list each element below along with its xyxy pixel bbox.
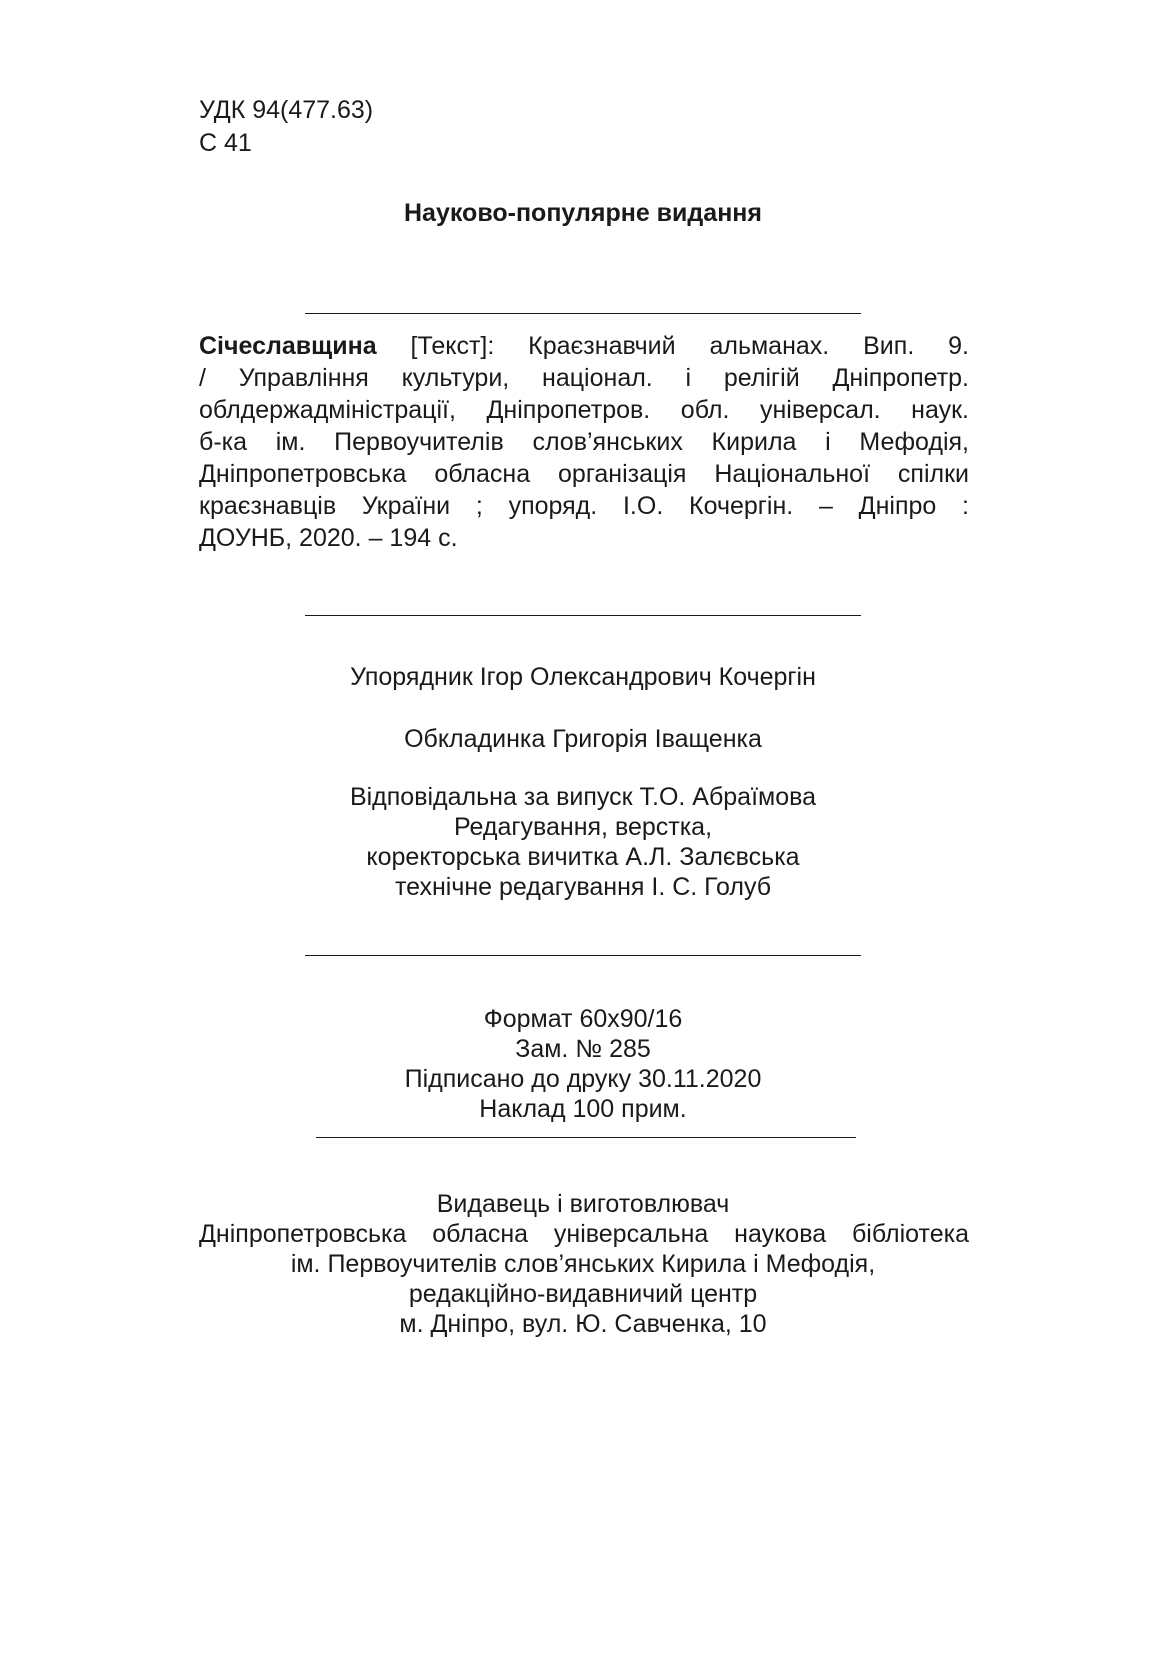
divider-line (316, 1137, 856, 1138)
divider-line (305, 313, 861, 314)
publisher-name: Дніпропетровська обласна універсальна наукова бібліотека (199, 1220, 969, 1248)
publisher-block (0, 1189, 1166, 1339)
print-run: Наклад 100 прим. (479, 1095, 687, 1123)
compiler-credit (0, 662, 1166, 692)
biblio-line: Дніпропетровська обласна організація Національної спілки (199, 460, 969, 488)
compiler-text: Упорядник Ігор Олександрович Кочергін (350, 663, 816, 691)
divider-line (305, 955, 861, 956)
udk-index: С 41 (199, 129, 252, 157)
publisher-name-cont: ім. Первоучителів слов’янських Кирила і Мефодія, (290, 1250, 876, 1278)
print-info (0, 1004, 1166, 1124)
biblio-line (199, 330, 969, 362)
biblio-line: / Управління культури, націонал. і релігій Дніпропетр. (199, 364, 969, 392)
staff-line: коректорська вичитка А.Л. Залєвська (366, 843, 800, 871)
udk-block (199, 94, 373, 160)
biblio-line-text: [Текст]: Краєзнавчий альманах. Вип. 9. (376, 332, 969, 360)
cover-credit (0, 724, 1166, 754)
edition-type-heading: Науково-популярне видання (404, 199, 762, 227)
staff-line: технічне редагування І. С. Голуб (394, 873, 772, 901)
publisher-address: м. Дніпро, вул. Ю. Савченка, 10 (399, 1310, 767, 1338)
print-order: Зам. № 285 (515, 1035, 651, 1063)
publisher-heading: Видавець і виготовлювач (436, 1190, 730, 1218)
cover-text: Обкладинка Григорія Іващенка (404, 725, 762, 753)
publisher-unit: редакційно-видавничий центр (408, 1280, 758, 1308)
book-title: Січеславщина (199, 332, 377, 360)
divider-line (305, 615, 861, 616)
staff-credits (0, 782, 1166, 902)
print-format: Формат 60х90/16 (483, 1005, 683, 1033)
udk-code: УДК 94(477.63) (199, 96, 374, 124)
staff-line: Редагування, верстка, (453, 813, 713, 841)
staff-line: Відповідальна за випуск Т.О. Абраїмова (349, 783, 817, 811)
biblio-line: б-ка ім. Первоучителів слов’янських Кирила і Мефодія, (199, 428, 969, 456)
bibliographic-record (199, 330, 969, 554)
print-signed-date: Підписано до друку 30.11.2020 (404, 1065, 762, 1093)
biblio-line: ДОУНБ, 2020. – 194 с. (199, 524, 458, 552)
biblio-line: краєзнавців України ; упоряд. І.О. Кочергін. – Дніпро : (199, 492, 969, 520)
biblio-line: облдержадміністрації, Дніпропетров. обл. універсал. наук. (199, 396, 969, 424)
